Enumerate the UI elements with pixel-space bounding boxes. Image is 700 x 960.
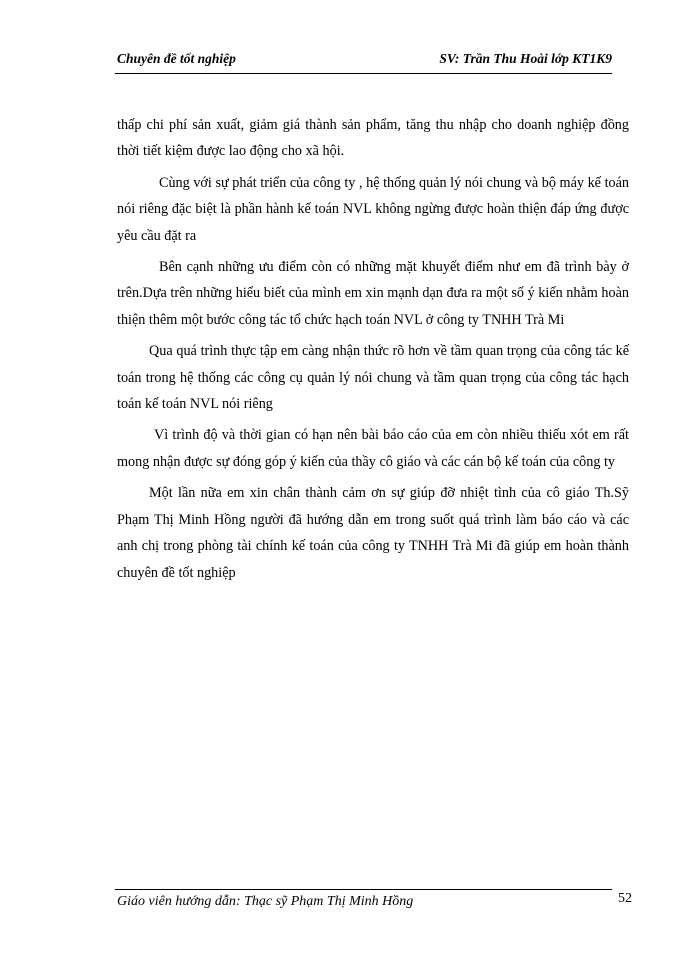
paragraph: Vì trình độ và thời gian có hạn nên bài báo cáo của em còn nhiều thiếu xót em rất mong nhận được sự đóng góp ý kiến của thầy cô giáo và các cán bộ kế toán của công ty: [117, 427, 629, 470]
paragraph: Cùng với sự phát triển của công ty , hệ thống quản lý nói chung và bộ máy kế toán nói riêng đặc biệt là phần hành kế toán NVL không ngừng được hoàn thiện đáp ứng được yêu cầu đặt ra: [117, 174, 629, 244]
paragraph: Bên cạnh những ưu điểm còn có những mặt khuyết điểm như em đã trình bày ở trên.Dựa trên những hiểu biết của mình em xin mạnh dạn đưa ra một số ý kiến nhằm hoàn thiện thêm một bước công tác tổ chức hạch toán NVL ở công ty TNHH Trà Mi: [117, 259, 629, 328]
paragraph: thấp chi phí sản xuất, giảm giá thành sản phẩm, tăng thu nhập cho doanh nghiệp đồng thời tiết kiệm được lao động cho xã hội.: [117, 117, 629, 160]
footer-divider: [115, 889, 612, 890]
header-document-title: Chuyên đề tốt nghiệp: [117, 51, 236, 66]
footer-supervisor: Giáo viên hướng dẫn: Thạc sỹ Phạm Thị Minh Hồng: [117, 894, 414, 909]
page-header: [115, 51, 612, 71]
page-number: 52: [618, 891, 632, 906]
paragraph: Qua quá trình thực tập em càng nhận thức rõ hơn về tầm quan trọng của công tác kế toán trong hệ thống các công cụ quản lý nói chung và tầm quan trọng của công tác hạch toán kế toán NVL nói riêng: [117, 343, 629, 413]
header-divider: [115, 73, 612, 74]
page-body: [117, 112, 629, 586]
header-student-info: SV: Trần Thu Hoài lớp KT1K9: [439, 51, 612, 66]
paragraph: Một lần nữa em xin chân thành cảm ơn sự giúp đỡ nhiệt tình của cô giáo Th.Sỹ Phạm Thị Minh Hồng người đã hướng dẫn em trong suốt quá trình làm báo cáo và các anh chị trong phòng tài chính kế toán của công ty TNHH Trà Mi đã giúp em hoàn thành chuyên đề tốt nghiệp: [117, 485, 629, 581]
